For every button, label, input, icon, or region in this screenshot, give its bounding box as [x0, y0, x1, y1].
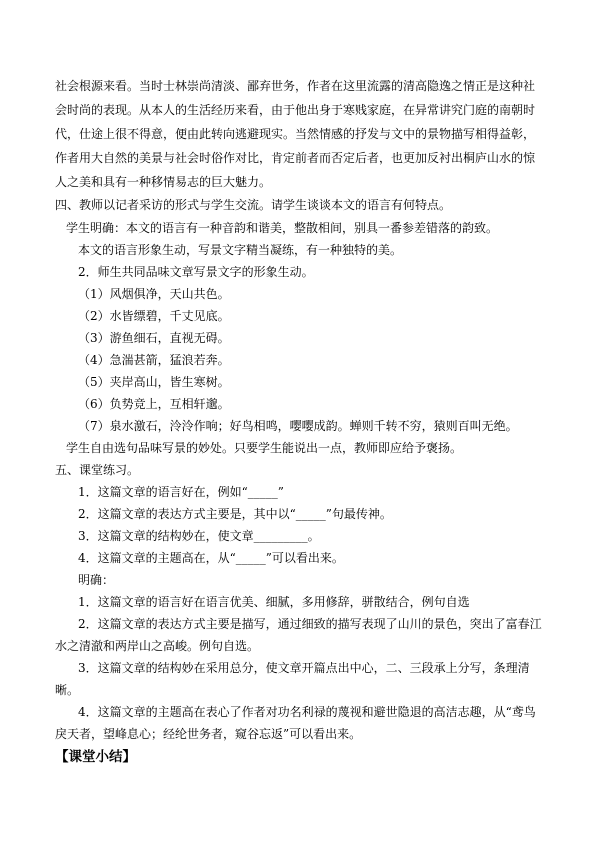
list-item: （1）风烟俱净，天山共色。 [78, 287, 230, 301]
list-item: （4）急湍甚箭，猛浪若奔。 [78, 353, 230, 367]
list-item: （6）负势竞上，互相轩邈。 [78, 397, 230, 411]
section-heading-4: 四、教师以记者采访的形式与学生交流。请学生谈谈本文的语言有何特点。 [55, 198, 452, 212]
list-item: （3）游鱼细石，直视无碍。 [78, 331, 230, 345]
paragraph-line: 本文的语言形象生动，写景文字精当凝练，有一种独特的美。 [78, 243, 403, 257]
answer-item: 2．这篇文章的表达方式主要是描写，通过细致的描写表现了山川的景色，突出了富春江 [78, 617, 542, 631]
list-item: （5）夹岸高山，皆生寒树。 [78, 375, 230, 389]
section-heading-5: 五、课堂练习。 [55, 463, 140, 477]
paragraph-line: 会时尚的表现。从本人的生活经历来看，由于他出身于寒贱家庭，在异常讲究门庭的南朝时 [55, 103, 536, 117]
answer-item: 3．这篇文章的结构妙在采用总分，使文章开篇点出中心，二、三段承上分写，条理清 [78, 661, 530, 675]
paragraph-line: 社会根源来看。当时士林崇尚清淡、鄙弃世务，作者在这里流露的清高隐逸之情正是这种社 [55, 79, 536, 93]
answer-item-continued: 水之清澈和两岸山之高峻。例句自选。 [55, 639, 260, 653]
answer-item: 1．这篇文章的语言好在语言优美、细腻，多用修辞，骈散结合，例句自选 [78, 595, 470, 609]
exercise-item: 1．这篇文章的语言好在，例如“_____” [78, 485, 284, 499]
list-item: （2）水皆缥碧，千丈见底。 [78, 309, 230, 323]
answer-item-continued: 晰。 [55, 683, 80, 697]
paragraph-line: 人之美和具有一种移情易志的巨大魅力。 [55, 175, 272, 189]
paragraph-line: 学生明确：本文的语言有一种音韵和谐美，整散相间，别具一番参差错落的韵致。 [66, 221, 499, 235]
section-heading-summary: 【课堂小结】 [55, 749, 136, 765]
answer-item: 4．这篇文章的主题高在表心了作者对功名利禄的蔑视和避世隐退的高洁志趣，从“鸢鸟 [78, 705, 536, 719]
list-heading: 2．师生共同品味文章写景文字的形象生动。 [78, 265, 314, 279]
exercise-item: 2．这篇文章的表达方式主要是，其中以“_____”句最传神。 [78, 507, 392, 521]
answer-item-continued: 戾天者，望峰息心；经纶世务者，窥谷忘返”可以看出来。 [55, 727, 362, 741]
list-item: （7）泉水激石，泠泠作响；好鸟相鸣，嘤嘤成韵。蝉则千转不穷，猿则百叫无绝。 [78, 419, 518, 433]
paragraph-line: 代，仕途上很不得意，便由此转向逃避现实。当然情感的抒发与文中的景物描写相得益彰， [55, 127, 536, 141]
paragraph-line: 作者用大自然的美景与社会时俗作对比，肯定前者而否定后者，也更加反衬出桐庐山水的惊 [55, 151, 536, 165]
paragraph-line: 学生自由选句品味写景的妙处。只要学生能说出一点，教师即应给予褒扬。 [66, 441, 463, 455]
answer-label: 明确： [78, 573, 115, 587]
exercise-item: 4．这篇文章的主题高在，从“_____”可以看出来。 [78, 551, 344, 565]
exercise-item: 3．这篇文章的结构妙在，使文章_________。 [78, 529, 320, 543]
